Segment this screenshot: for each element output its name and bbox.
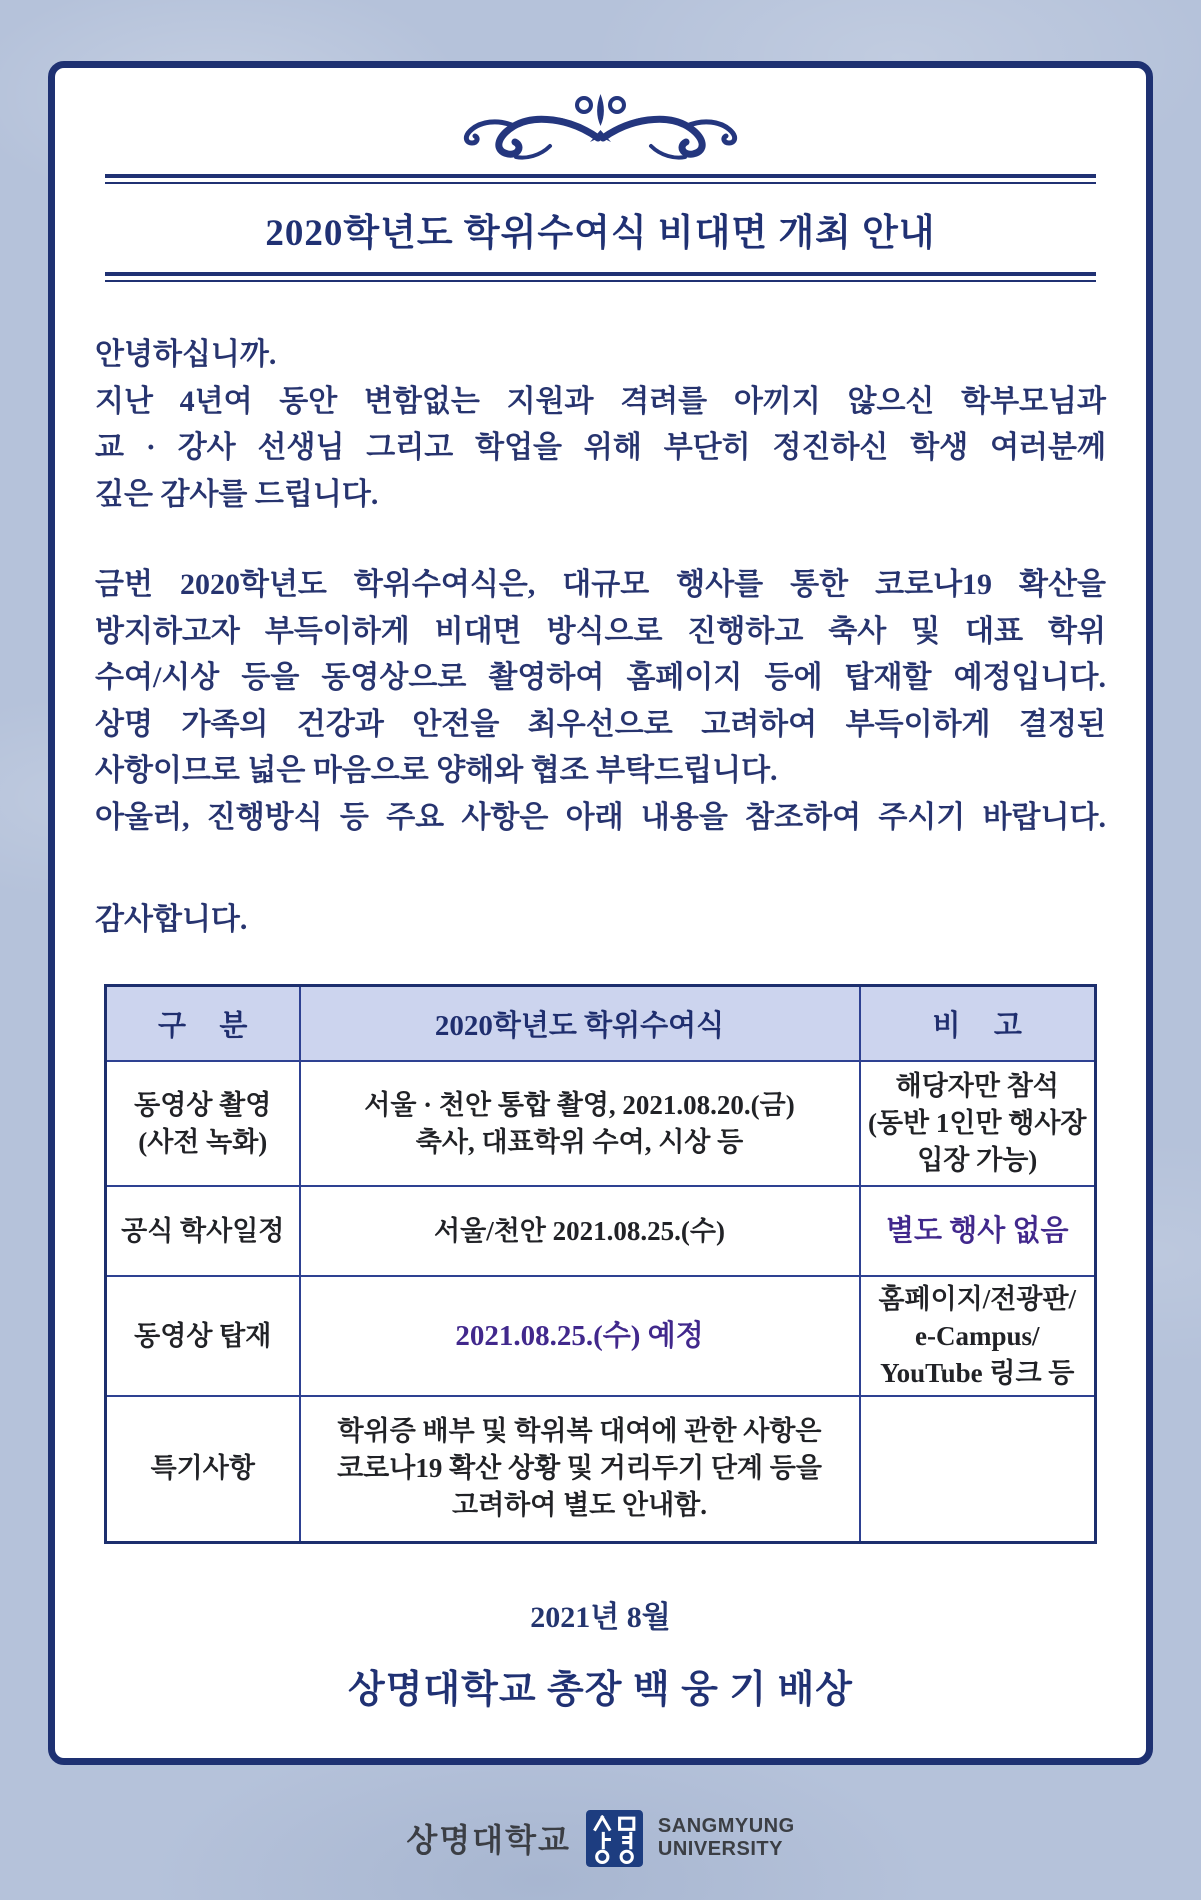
body-line: 상명 가족의 건강과 안전을 최우선으로 고려하여 부득이하게 결정된: [95, 707, 1106, 741]
title-rule-top: [105, 174, 1096, 184]
closing-line: 감사합니다.: [95, 903, 248, 936]
body-line: 금번 2020학년도 학위수여식은, 대규모 행사를 통한 코로나19 확산을: [95, 568, 1106, 601]
notice-card: [48, 61, 1153, 1765]
logo-english-text: SANGMYUNG UNIVERSITY: [657, 1815, 795, 1860]
table-header-row: [106, 985, 1096, 1061]
cell-category: 특기사항: [106, 1396, 300, 1542]
cell-main: 2021.08.25.(수) 예정: [300, 1276, 860, 1396]
greeting-line: 깊은 감사를 드립니다.: [95, 477, 379, 511]
cell-main: 서울 · 천안 통합 촬영, 2021.08.20.(금) 축사, 대표학위 수여, 시상 등: [300, 1061, 860, 1186]
university-logo: [0, 1792, 1201, 1884]
date-line: 2021년 8월: [530, 1600, 671, 1634]
table-row: [106, 1061, 1096, 1186]
cell-category: 동영상 촬영 (사전 녹화): [106, 1061, 300, 1186]
schedule-table: [104, 984, 1097, 1544]
logo-korean-text: 상명대학교: [406, 1822, 571, 1858]
header-cell-main: 2020학년도 학위수여식: [300, 985, 860, 1061]
header-cell-category: 구 분: [106, 985, 300, 1061]
cell-note: 별도 행사 없음: [860, 1186, 1096, 1276]
cell-note: 해당자만 참석 (동반 1인만 행사장 입장 가능): [860, 1061, 1096, 1186]
page-title: 2020학년도 학위수여식 비대면 개최 안내: [265, 213, 936, 254]
greeting-line: 지난 4년여 동안 변함없는 지원과 격려를 아끼지 않으신 학부모님과: [95, 384, 1106, 418]
table-row: [106, 1276, 1096, 1396]
body-line: 아울러, 진행방식 등 주요 사항은 아래 내용을 참조하여 주시기 바랍니다.: [95, 800, 1106, 834]
greeting-line: 교 · 강사 선생님 그리고 학업을 위해 부단히 정진하신 학생 여러분께: [95, 431, 1106, 464]
cell-main: 학위증 배부 및 학위복 대여에 관한 사항은 코로나19 확산 상황 및 거리두기 단계 등을 고려하여 별도 안내함.: [300, 1396, 860, 1542]
body-line: 수여/시상 등을 동영상으로 촬영하여 홈페이지 등에 탑재할 예정입니다.: [95, 661, 1106, 694]
body-line: 방지하고자 부득이하게 비대면 방식으로 진행하고 축사 및 대표 학위: [95, 614, 1106, 648]
cell-note-empty: [860, 1396, 1096, 1542]
cell-category: 공식 학사일정: [106, 1186, 300, 1276]
header-cell-note: 비 고: [860, 985, 1096, 1061]
cell-main: 서울/천안 2021.08.25.(수): [300, 1186, 860, 1276]
body-paragraph: [95, 562, 1106, 841]
table-row: [106, 1186, 1096, 1276]
cell-note: 홈페이지/전광판/ e-Campus/ YouTube 링크 등: [860, 1276, 1096, 1396]
greeting-line: 안녕하십니까.: [95, 338, 277, 371]
title-rule-bottom: [105, 272, 1096, 282]
table-row: [106, 1396, 1096, 1542]
greeting-paragraph: [95, 332, 1106, 518]
ornament-flourish-icon: [428, 88, 773, 162]
signature-line: 상명대학교 총장 백 웅 기 배상: [348, 1668, 853, 1711]
cell-category: 동영상 탑재: [106, 1276, 300, 1396]
body-line: 사항이므로 넓은 마음으로 양해와 협조 부탁드립니다.: [95, 754, 778, 787]
university-emblem-icon: [586, 1810, 643, 1867]
